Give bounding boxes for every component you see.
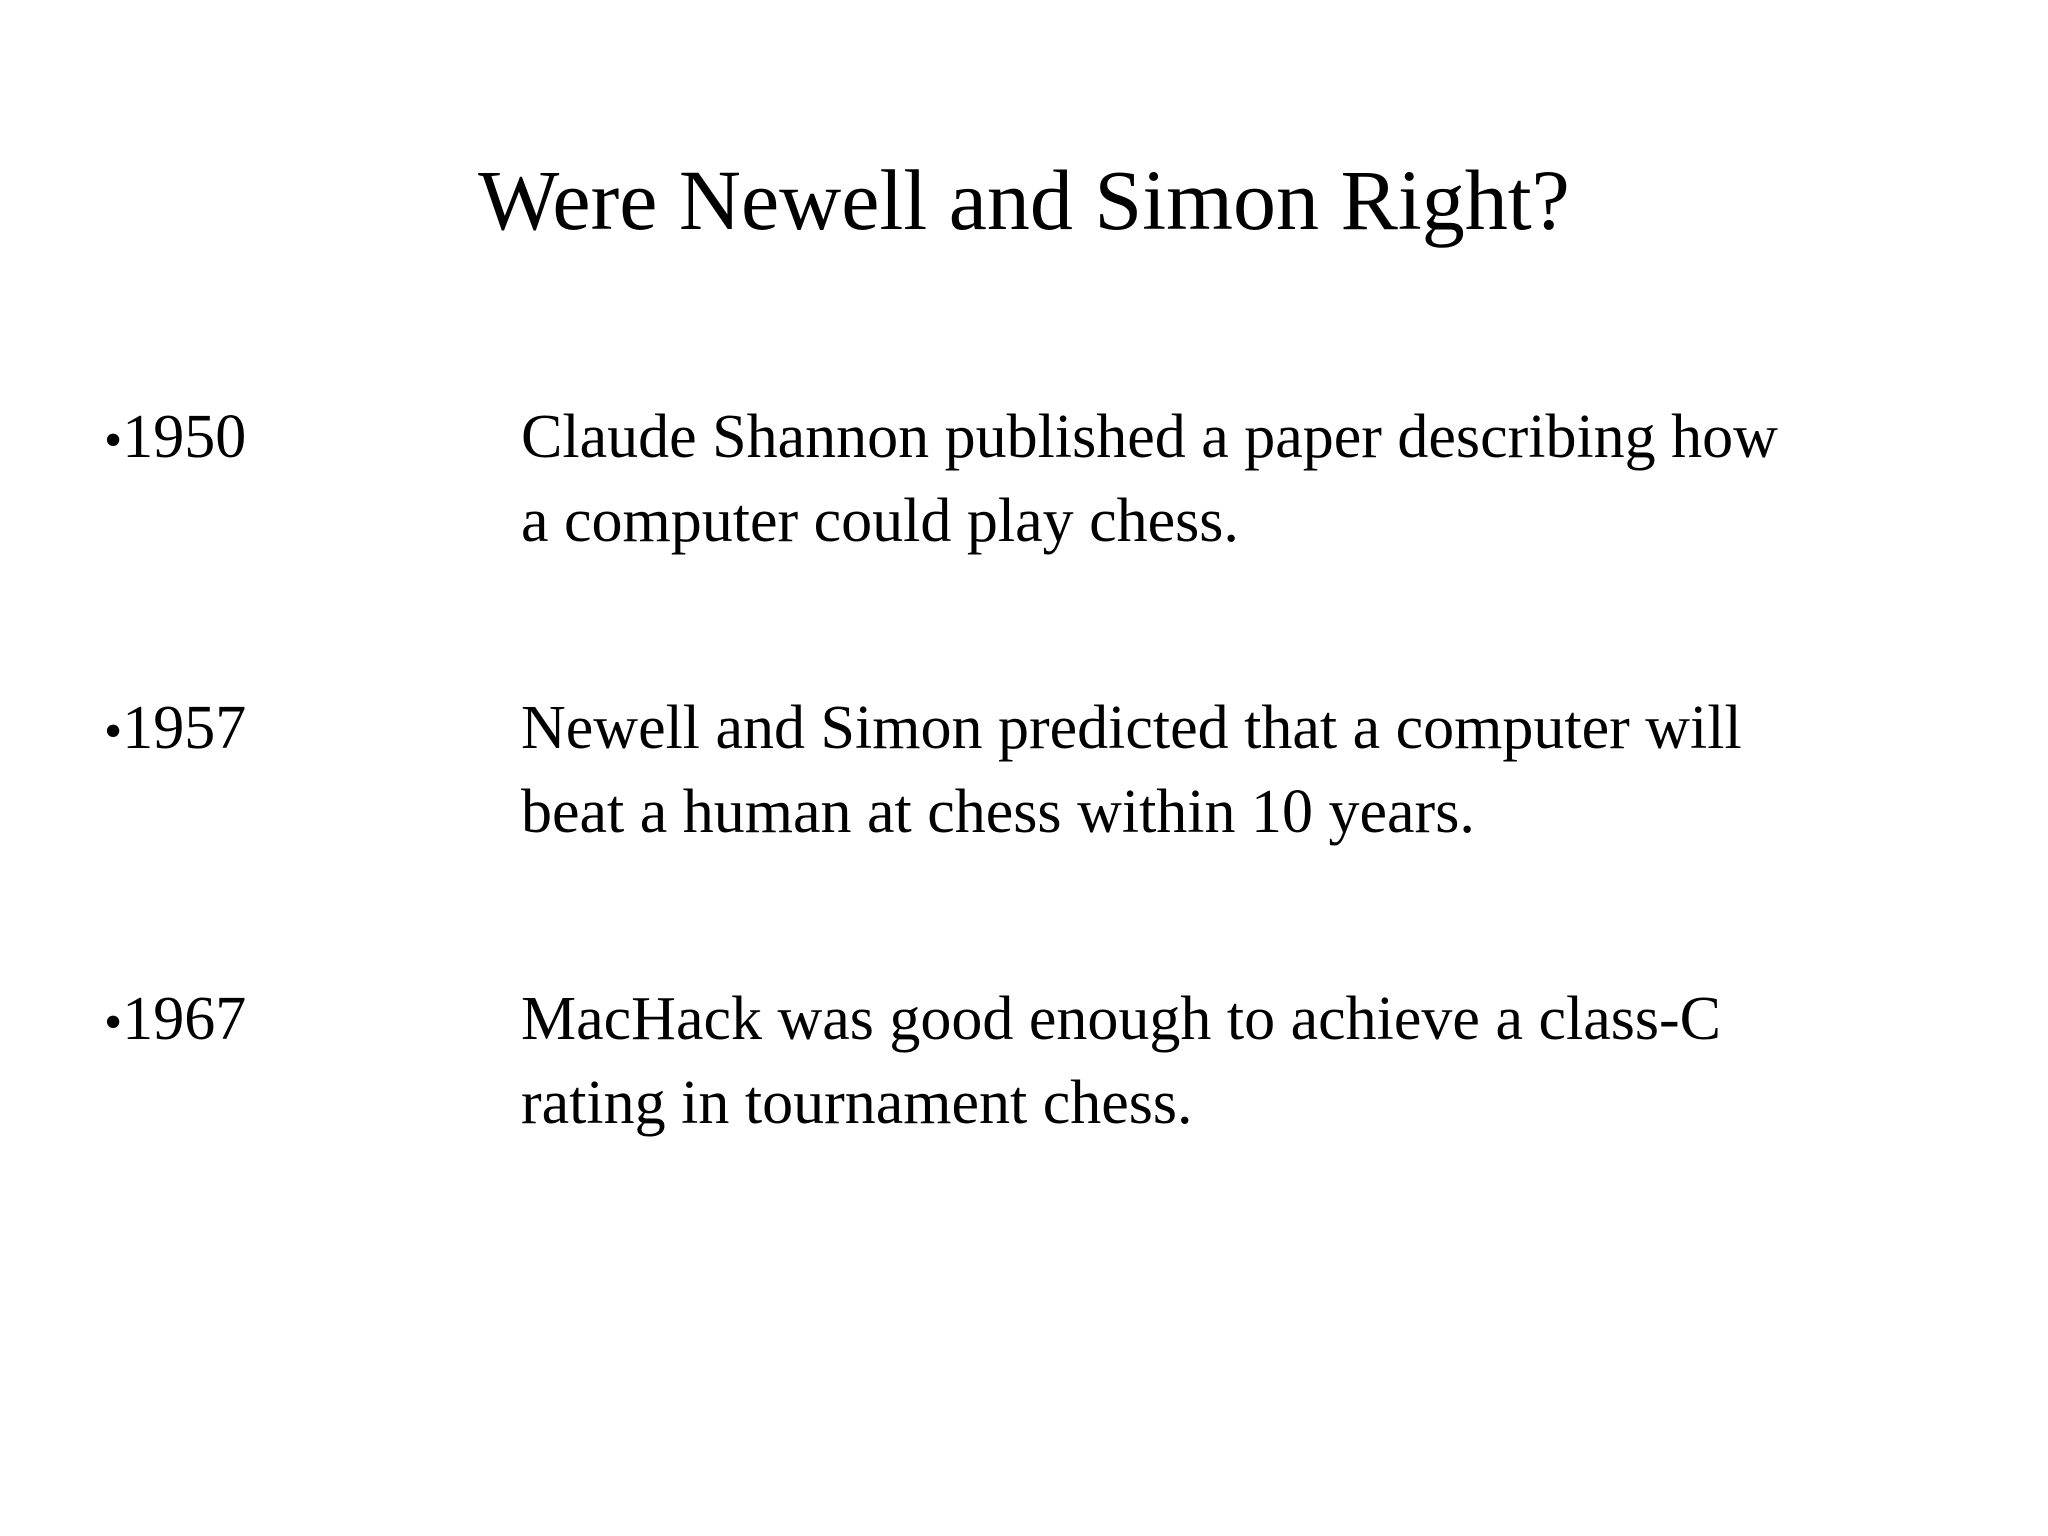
- year-label: 1957: [122, 694, 247, 762]
- year-label: 1950: [122, 403, 247, 471]
- entry-year: [104, 977, 246, 1065]
- entry-year: [104, 686, 246, 774]
- description-line: beat a human at chess within 10 years.: [521, 778, 1475, 846]
- bullet-icon: •: [104, 994, 123, 1051]
- timeline-entry-1950: [0, 395, 2048, 595]
- entry-year: [104, 395, 246, 483]
- description-line: Newell and Simon predicted that a computer will: [521, 694, 1742, 762]
- year-label: 1967: [122, 985, 247, 1053]
- bullet-icon: •: [104, 703, 123, 760]
- timeline-entry-1957: [0, 686, 2048, 886]
- description-line: a computer could play chess.: [521, 487, 1239, 555]
- timeline-entry-1967: [0, 977, 2048, 1177]
- entry-description: [521, 395, 1778, 563]
- entry-description: [521, 977, 1721, 1145]
- bullet-icon: •: [104, 412, 123, 469]
- entry-description: [521, 686, 1742, 854]
- description-line: MacHack was good enough to achieve a class-C: [521, 985, 1721, 1053]
- slide-title: Were Newell and Simon Right?: [478, 152, 1570, 248]
- description-line: Claude Shannon published a paper describing how: [521, 403, 1778, 471]
- description-line: rating in tournament chess.: [521, 1069, 1193, 1137]
